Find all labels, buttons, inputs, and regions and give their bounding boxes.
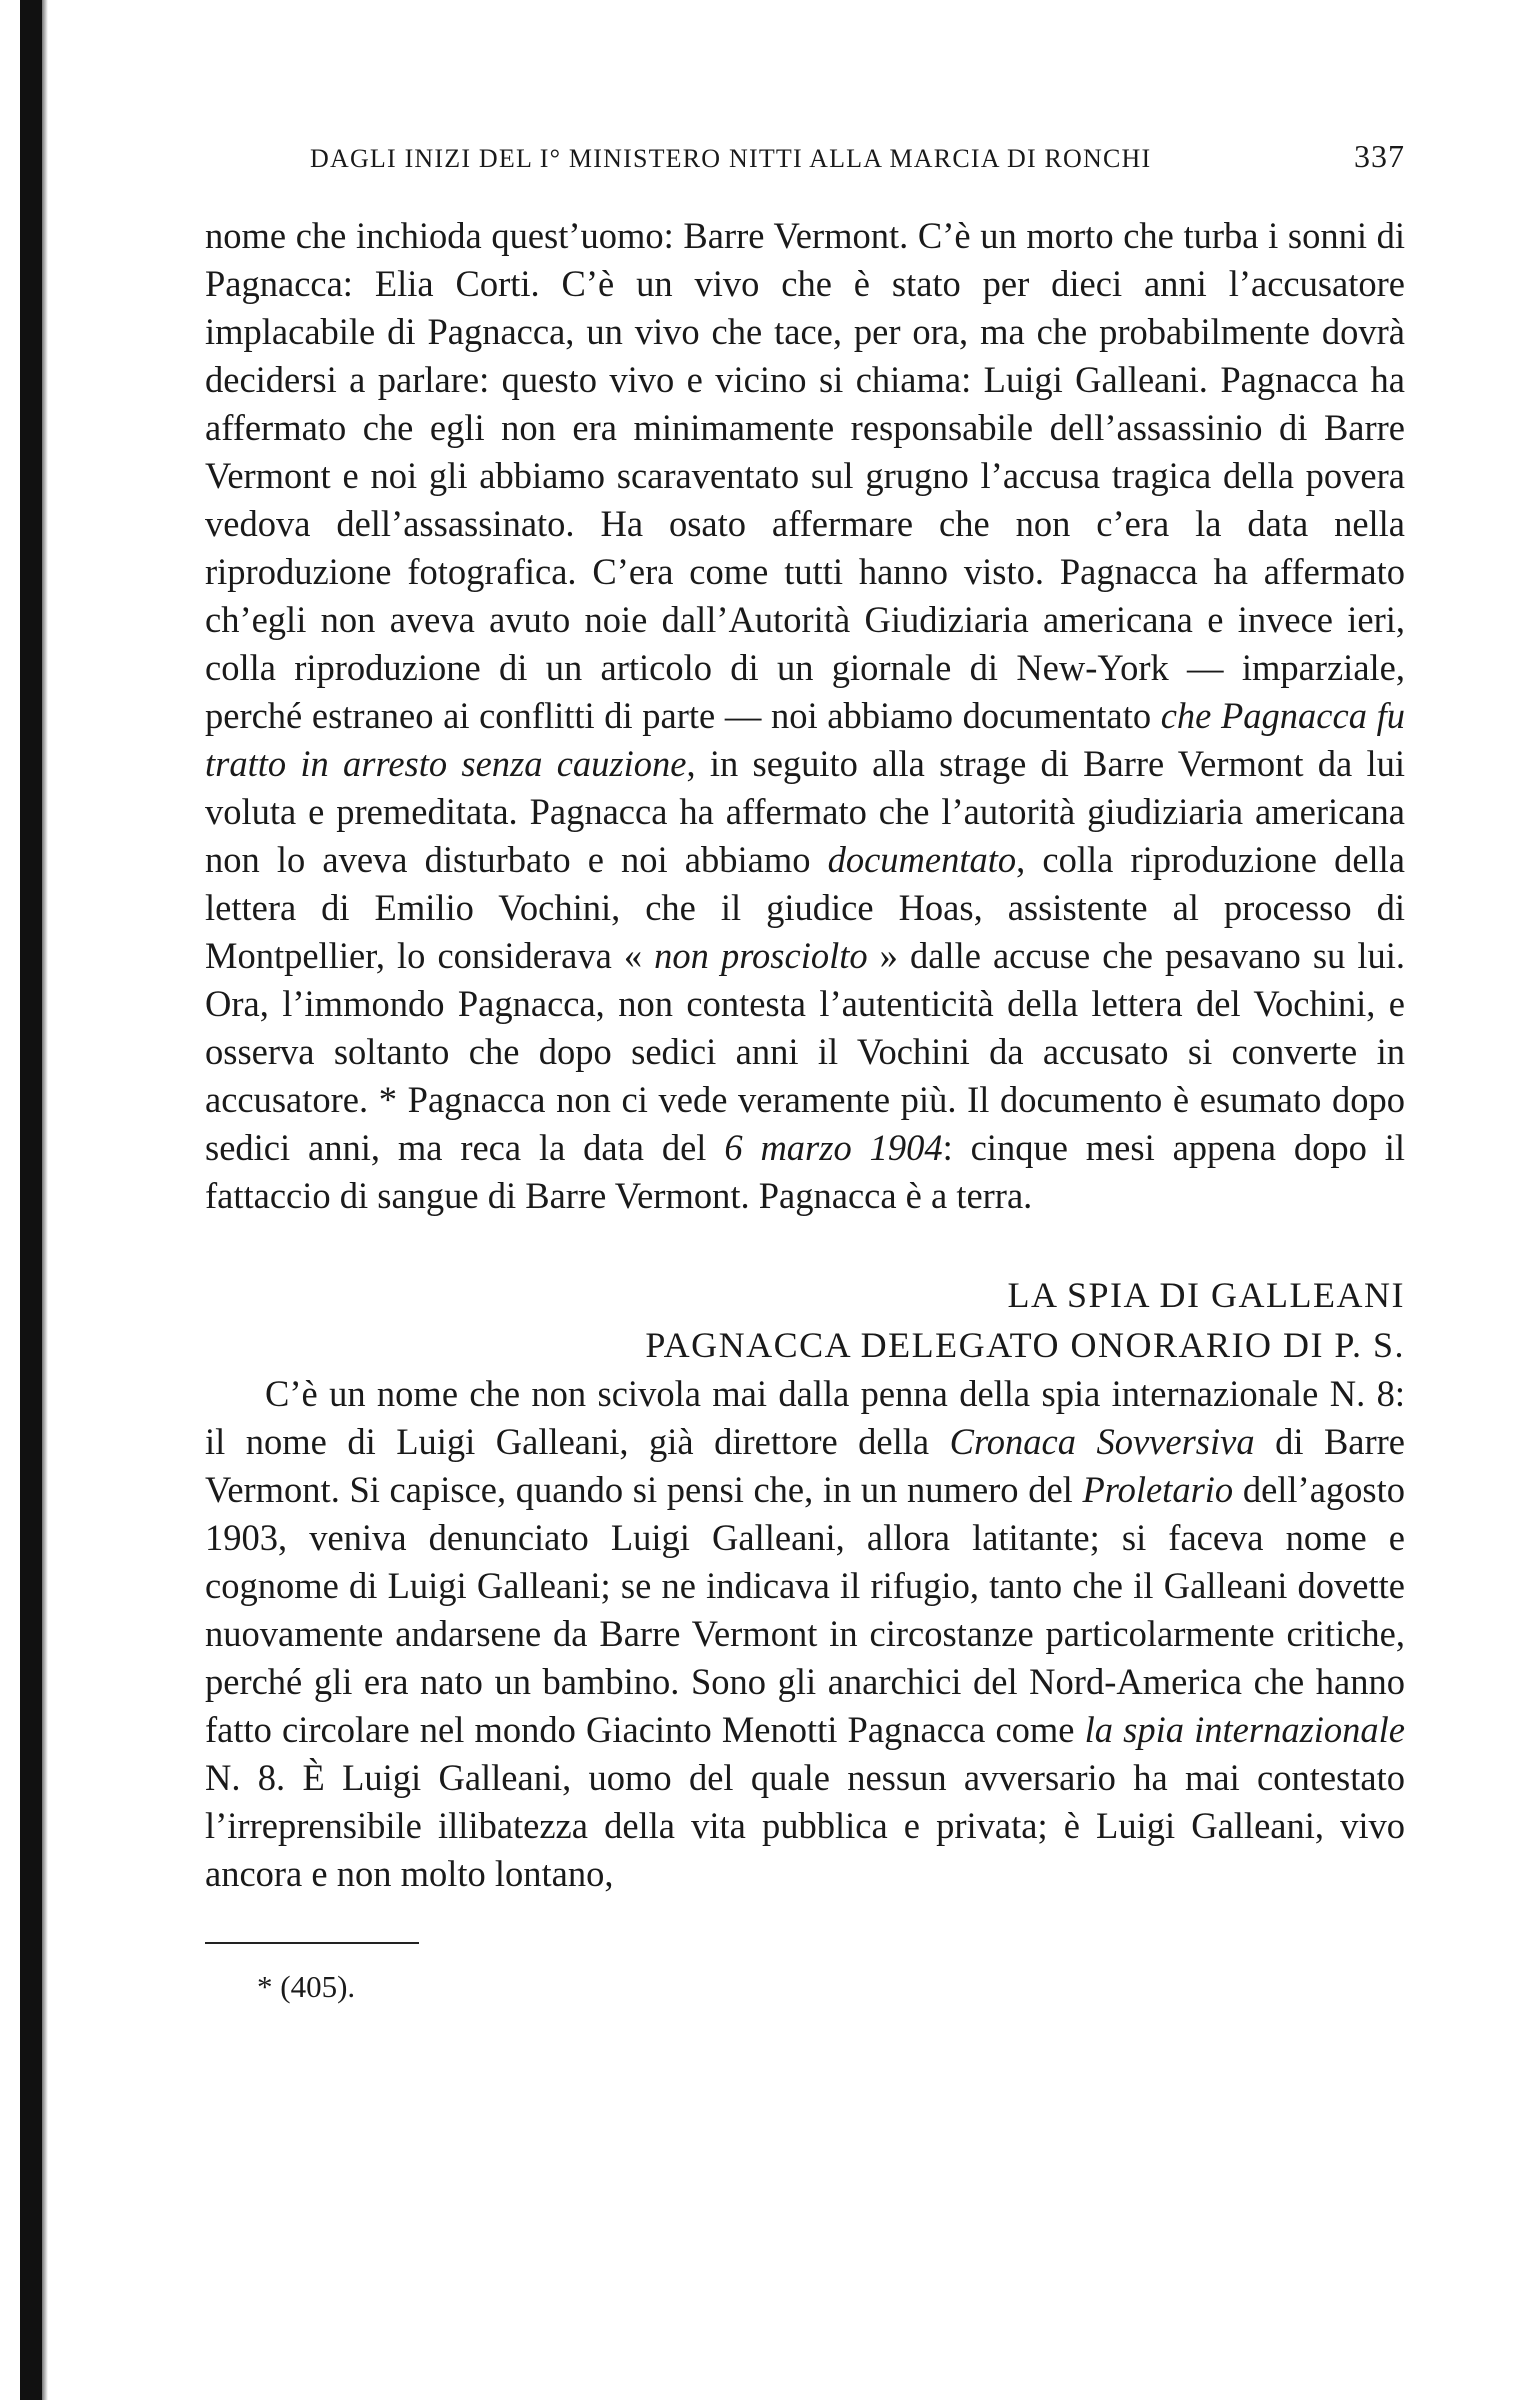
paragraph-1-segment: nome che inchioda quest’uomo: Barre Vermont. C’è un morto che turba i sonni di Pagnacca: Elia Corti. C’è un vivo che è stato per dieci anni l’accusatore implacabile di Pagnacca, un vivo che tace, per ora, ma che probabilmente dovrà decidersi a parlare: questo vivo e vicino si chiama: Luigi Galleani. Pagnacca ha affermato che egli non era minimamente responsabile dell’assassinio di Barre Vermont e noi gli abbiamo scaraventato sul grugno l’accusa tragica della povera vedova dell’assassinato. Ha osato affermare che non c’era la data nella riproduzione fotografica. C’era come tutti hanno visto. Pagnacca ha affermato ch’egli non aveva avuto noie dall’Autorità Giudiziaria americana e invece ieri, colla riproduzione di un articolo di un giornale di New-York — imparziale, perché estraneo ai conflitti di parte — noi abbiamo documentato (205, 215, 1405, 736)
paragraph-2-italic: Cronaca Sovversiva (949, 1421, 1255, 1462)
body-text (205, 212, 1405, 1898)
paragraph-2-italic: Proletario (1082, 1469, 1234, 1510)
binding-shadow (42, 0, 48, 2400)
paragraph-1-italic: documentato (827, 839, 1017, 880)
section-heading (205, 1270, 1405, 1370)
section-heading-line-2: PAGNACCA DELEGATO ONORARIO DI P. S. (645, 1325, 1405, 1365)
page-number: 337 (1354, 138, 1405, 174)
running-head-title: DAGLI INIZI DEL I° MINISTERO NITTI ALLA MARCIA DI RONCHI (310, 144, 1152, 173)
footnote: * (405). (257, 1969, 356, 2004)
paragraph-1-segment: » dalle accuse che pesavano su lui. Ora, l’immondo Pagnacca, non contesta l’autenticità della lettera del Vochini, e osserva soltanto che dopo sedici anni il Vochini da accusato si converte in accusatore. * Pagnacca non ci vede veramente più. Il documento è esumato dopo sedici anni, ma reca la data del (205, 935, 1405, 1168)
paragraph-1-italic: non prosciolto (654, 935, 868, 976)
paragraph-1-italic: 6 marzo 1904 (724, 1127, 943, 1168)
paragraph-1-segment: , in seguito alla strage di Barre Vermont da lui voluta e premeditata. Pagnacca ha affermato che l’autorità giudiziaria americana non lo aveva disturbato e noi abbiamo (205, 743, 1405, 880)
paragraph-1-segment: : cinque mesi appena dopo il fattaccio di sangue di Barre Vermont. Pagnacca è a terra. (205, 1127, 1405, 1216)
paragraph-2-segment: C’è un nome che non scivola mai dalla penna della spia internazionale N. 8: il nome di Luigi Galleani, già direttore della (205, 1373, 1405, 1462)
paragraph-2-segment: dell’agosto 1903, veniva denunciato Luigi Galleani, allora latitante; si faceva nome e cognome di Luigi Galleani; se ne indicava il rifugio, tanto che il Galleani dovette nuovamente andarsene da Barre Vermont in circostanze particolarmente critiche, perché gli era nato un bambino. Sono gli anarchici del Nord-America che hanno fatto circolare nel mondo Giacinto Menotti Pagnacca come (205, 1469, 1405, 1750)
paragraph-1 (205, 212, 1405, 1220)
running-head (310, 138, 1405, 182)
book-page (205, 138, 1405, 2008)
paragraph-2-italic: la spia internazionale (1084, 1709, 1406, 1750)
paragraph-1-italic: che Pagnacca fu tratto in arresto senza cauzione (205, 695, 1405, 784)
footnote-divider (205, 1942, 419, 1944)
paragraph-2-segment: N. 8. È Luigi Galleani, uomo del quale nessun avversario ha mai contestato l’irreprensibile illibatezza della vita pubblica e privata; è Luigi Galleani, vivo ancora e non molto lontano, (205, 1757, 1405, 1894)
section-heading-line-1: LA SPIA DI GALLEANI (1007, 1275, 1405, 1315)
paragraph-1-segment: , colla riproduzione della lettera di Emilio Vochini, che il giudice Hoas, assistente al processo di Montpellier, lo considerava « (205, 839, 1406, 976)
paragraph-2 (205, 1370, 1405, 1898)
paragraph-2-segment: di Barre Vermont. Si capisce, quando si pensi che, in un numero del (205, 1421, 1406, 1510)
binding-edge (20, 0, 42, 2400)
